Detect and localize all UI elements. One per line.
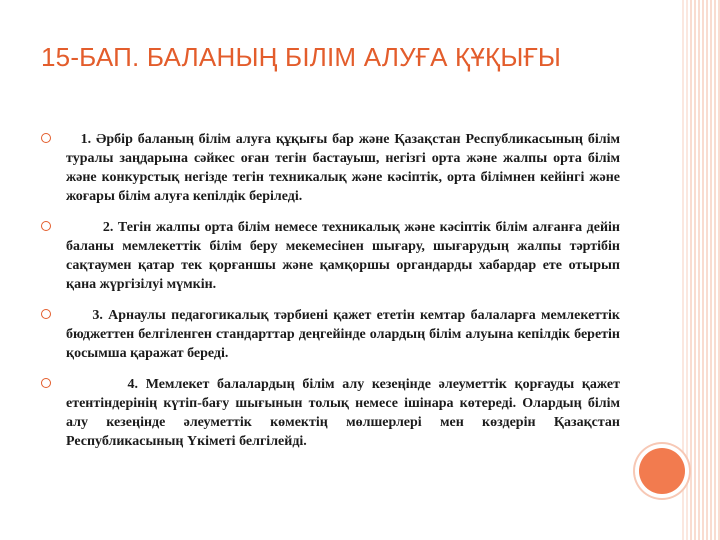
hollow-circle-bullet-icon bbox=[41, 133, 51, 143]
hollow-circle-bullet-icon bbox=[41, 221, 51, 231]
list-item bbox=[38, 306, 620, 363]
list-item bbox=[38, 218, 620, 294]
hollow-circle-bullet-icon bbox=[41, 309, 51, 319]
decorative-orange-circle bbox=[639, 448, 685, 494]
decorative-stripes-inner bbox=[682, 0, 690, 540]
list-item-text: 3. Арнаулы педагогикалық тәрбиені қажет ететін кемтар балаларға мемлекеттік бюджеттен белгіленген стандарттар деңгейінде олардың білім алуына кепілдік беретін қосымша қаражат береді. bbox=[66, 308, 620, 361]
list-item-text: 4. Мемлекет балалардың білім алу кезеңінде әлеуметтік қорғауды қажет етентіндерінің күтіп-бағу шығынын толық немесе ішінара көтереді. Олардың білім алу кезеңінде әлеуметтік көмектің мөлшерлері мен көздерін Қазақстан Республикасының Үкіметі белгілейді. bbox=[66, 377, 620, 449]
hollow-circle-bullet-icon bbox=[41, 378, 51, 388]
list-item bbox=[38, 375, 620, 451]
slide-title: 15-БАП. БАЛАНЫҢ БІЛІМ АЛУҒА ҚҰҚЫҒЫ bbox=[41, 42, 562, 72]
slide-content bbox=[38, 130, 620, 463]
list-item-text: 1. Әрбір баланың білім алуға құқығы бар және Қазақстан Республикасының білім туралы заңдарына сәйкес оған тегін бастауыш, негізгі орта және жалпы орта білім және конкурстық негізде тегін техникалық және кәсіптік, орта білімнен кейінгі және жоғары білім алуға кепілдік беріледі. bbox=[66, 132, 620, 204]
list-item-text: 2. Тегін жалпы орта білім немесе техникалық және кәсіптік білім алғанға дейін баланы мемлекеттік білім беру мекемесінен шығару, шығарудың жалпы тәртібін сақтаумен қатар тек қорғаншы және қамқоршы органдарды хабардар ете отырып қана жүргізілуі мүмкін. bbox=[66, 220, 620, 292]
list-item bbox=[38, 130, 620, 206]
decorative-stripes bbox=[690, 0, 720, 540]
